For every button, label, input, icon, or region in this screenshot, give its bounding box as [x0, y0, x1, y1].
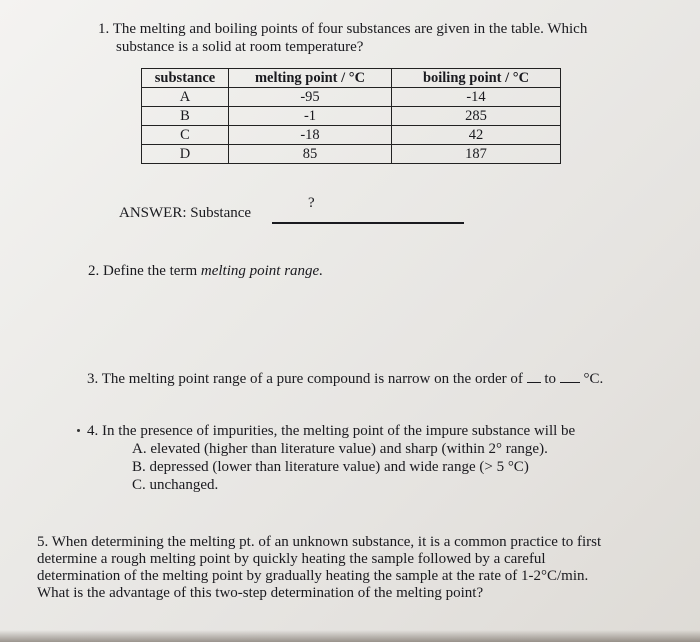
blank-low	[527, 368, 541, 383]
question-5-line-3: determination of the melting point by gradually heating the sample at the rate of 1-2°C/min.	[37, 568, 589, 584]
question-3-part-2: to	[544, 371, 557, 387]
table-cell: -95	[229, 88, 392, 107]
table-cell: C	[142, 126, 229, 145]
question-1-line-2: substance is a solid at room temperature?	[116, 39, 364, 55]
table-header-row	[142, 69, 561, 88]
column-header-boiling-point: boiling point / °C	[392, 69, 561, 88]
question-4-option-b: B. depressed (lower than literature value) and wide range (> 5 °C)	[132, 459, 529, 475]
question-1	[98, 20, 587, 56]
table-cell: -18	[229, 126, 392, 145]
question-2	[88, 262, 323, 280]
table-cell: B	[142, 107, 229, 126]
question-4	[77, 422, 575, 494]
table-row	[142, 88, 561, 107]
table-cell: 187	[392, 145, 561, 164]
question-5-line-4: What is the advantage of this two-step determination of the melting point?	[37, 585, 484, 601]
table-cell: 85	[229, 145, 392, 164]
column-header-melting-point: melting point / °C	[229, 69, 392, 88]
question-2-prefix: 2. Define the term	[88, 263, 201, 279]
table-row	[142, 126, 561, 145]
table-cell: -14	[392, 88, 561, 107]
question-3-part-1: 3. The melting point range of a pure compound is narrow on the order of	[87, 371, 523, 387]
table-cell: A	[142, 88, 229, 107]
melting-boiling-table	[141, 68, 561, 164]
question-5	[37, 534, 601, 602]
table-row	[142, 107, 561, 126]
question-4-option-a: A. elevated (higher than literature value) and sharp (within 2° range).	[132, 441, 548, 457]
table-cell: 42	[392, 126, 561, 145]
question-1-line-1: 1. The melting and boiling points of four substances are given in the table. Which	[98, 21, 588, 37]
question-3-part-3: °C.	[583, 371, 604, 387]
table-row	[142, 145, 561, 164]
question-3	[87, 368, 603, 388]
question-4-stem: 4. In the presence of impurities, the melting point of the impure substance will be	[87, 423, 576, 439]
question-2-term: melting point range.	[200, 263, 323, 279]
page-edge-shadow	[0, 630, 700, 642]
question-5-line-1: 5. When determining the melting pt. of an unknown substance, it is a common practice to first	[37, 534, 602, 550]
table-cell: D	[142, 145, 229, 164]
answer-value: ?	[308, 195, 315, 211]
blank-high	[560, 368, 580, 383]
answer-blank-line	[272, 222, 464, 224]
table-cell: 285	[392, 107, 561, 126]
question-5-line-2: determine a rough melting point by quickly heating the sample followed by a careful	[37, 551, 546, 567]
table-cell: -1	[229, 107, 392, 126]
column-header-substance: substance	[142, 69, 229, 88]
question-4-option-c: C. unchanged.	[132, 477, 219, 493]
answer-label: ANSWER: Substance	[119, 205, 252, 221]
